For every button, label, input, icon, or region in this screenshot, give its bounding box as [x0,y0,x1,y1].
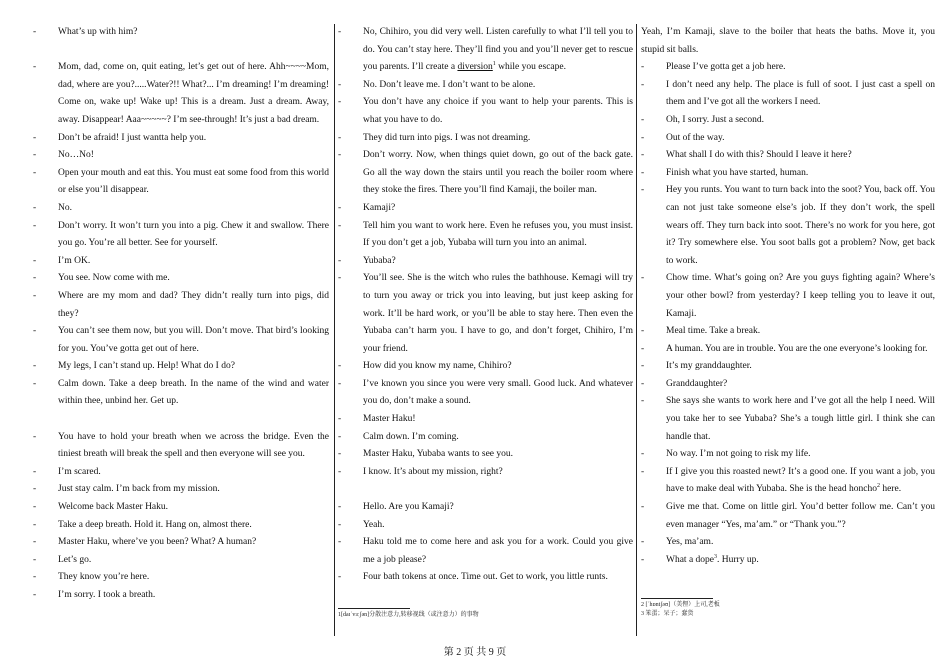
column-divider [636,24,637,636]
dialogue-line: - It’s my granddaughter. [641,358,935,376]
dialogue-line: - Calm down. Take a deep breath. In the name of the wind and water within thee, unbind her. Get up. [33,376,329,411]
dialogue-line: - Four bath tokens at once. Time out. Get to work, you little runts. [338,569,633,587]
dialogue-line: - No. [33,200,329,218]
footnote-area-col2 [338,608,633,620]
dialogue-line: - Haku told me to come here and ask you for a work. Could you give me a job please? [338,534,633,569]
dialogue-line: - My legs, I can’t stand up. Help! What do I do? [33,358,329,376]
dialogue-line: - Don’t worry. Now, when things quiet down, go out of the back gate. Go all the way down the stairs until you reach the boiler room where they stoke the fires. There you’ll find Kamaji, the boiler man. [338,147,633,200]
dialogue-line: - No. Don’t leave me. I don’t want to be alone. [338,77,633,95]
dialogue-line: - Master Haku! [338,411,633,429]
dialogue-line: - They did turn into pigs. I was not dreaming. [338,130,633,148]
dialogue-line: - I’ve known you since you were very small. Good luck. And whatever you do, don’t make a sound. [338,376,633,411]
dialogue-line: - You have to hold your breath when we across the bridge. Even the tiniest breath will break the spell and then everyone will see you. [33,429,329,464]
dialogue-line: - Take a deep breath. Hold it. Hang on, almost there. [33,517,329,535]
dialogue-line: - Don’t be afraid! I just wantta help you. [33,130,329,148]
column-1 [33,24,329,605]
dialogue-line: - Give me that. Come on little girl. You’d better follow me. Can’t you even manager “Yes, ma’am.” or “Thank you.”? [641,499,935,534]
dialogue-line: - Out of the way. [641,130,935,148]
dialogue-line: - I know. It’s about my mission, right? [338,464,633,482]
dialogue-line: - Open your mouth and eat this. You must eat some food from this world or else you’ll disappear. [33,165,329,200]
dialogue-line: - A human. You are in trouble. You are the one everyone’s looking for. [641,341,935,359]
dialogue-line: - Let’s go. [33,552,329,570]
dialogue-line: - Kamaji? [338,200,633,218]
dialogue-line: - Yubaba? [338,253,633,271]
dialogue-line: - She says she wants to work here and I’ve got all the help I need. Will you take her to see Yubaba? She’s a tough little girl. I think she can handle that. [641,393,935,446]
column-2 [338,24,633,587]
dialogue-line: - Master Haku, Yubaba wants to see you. [338,446,633,464]
dialogue-list [641,59,935,464]
dialogue-line: - They know you’re here. [33,569,329,587]
dialogue-continuation: Yeah, I’m Kamaji, slave to the boiler that heats the baths. Move it, you stupid sit balls. [641,27,935,55]
dialogue-line: - You can’t see them now, but you will. Don’t move. That bird’s looking for you. You’ve gotta get out of here. [33,323,329,358]
dialogue-line: - I don’t need any help. The place is full of soot. I just cast a spell on them and I’ve got all the workers I need. [641,77,935,112]
dialogue-line: - I’m OK. [33,253,329,271]
column-3 [641,24,935,569]
dialogue-line: - Please I’ve gotta get a job here. [641,59,935,77]
dialogue-line: - No…No! [33,147,329,165]
footnote-mark: 2 [876,483,880,490]
footnote: 2 [ˈhɒntʃəʊ]（美俚）上司,老板 [641,602,720,608]
dialogue-line: - No, Chihiro, you did very well. Listen carefully to what I’ll tell you to do. You can’t stay here. They’ll find you and you’ll never get to rescue you parents. I’ll create a diversion$^1$ while you escape. [338,24,633,77]
page-number: 第 2 页 共 9 页 [443,647,507,658]
dialogue-line: - Oh, I sorry. Just a second. [641,112,935,130]
dialogue-line: - Granddaughter? [641,376,935,394]
dialogue-line: - Don’t worry. It won’t turn you into a pig. Chew it and swallow. There you go. You’re all better. See for yourself. [33,218,329,253]
dialogue-line: - You see. Now come with me. [33,270,329,288]
footnote-mark: 1 [492,61,496,68]
dialogue-line: - Hey you runts. You want to turn back into the soot? You, back off. You can not just take someone else’s job. If they don’t work, the spell wears off. They turn back into soot. There’s no work for you here, got it? Try somewhere else. You soot balls got a problem? Now, get back to work. [641,182,935,270]
dialogue-line: - Where are my mom and dad? They didn’t really turn into pigs, did they? [33,288,329,323]
dialogue-line: - Yes, ma’am. [641,534,935,552]
dialogue-line: - Hello. Are you Kamaji? [338,499,633,517]
dialogue-line: - Tell him you want to work here. Even he refuses you, you must insist. If you don’t get a job, Yubaba will turn you into an animal. [338,218,633,253]
footnote: 3 笨蛋；呆子；蠢货 [641,611,694,617]
dialogue-line: - I’m sorry. I took a breath. [33,587,329,605]
dialogue-line: - I’m scared. [33,464,329,482]
footnote-rule [641,598,713,599]
dialogue-line: - How did you know my name, Chihiro? [338,358,633,376]
dialogue-line: - What’s up with him? [33,24,329,42]
dialogue-line: - You don’t have any choice if you want to help your parents. This is what you have to do. [338,94,633,129]
dialogue-line: - Chow time. What’s going on? Are you guys fighting again? Where’s your other bowl? from yesterday? I keep telling you to leave it out, Kamaji. [641,270,935,323]
dialogue-line: - What shall I do with this? Should I leave it here? [641,147,935,165]
dialogue-line: - No way. I’m not going to risk my life. [641,446,935,464]
blank-line [338,481,633,499]
dialogue-line: - Yeah. [338,517,633,535]
footnote-rule [338,608,410,609]
dialogue-line: - Calm down. I’m coming. [338,429,633,447]
dialogue-line: - Meal time. Take a break. [641,323,935,341]
dialogue-line: - What a dope$^3$. Hurry up. [641,552,935,570]
dialogue-list [338,77,633,587]
dialogue-line: - Welcome back Master Haku. [33,499,329,517]
footnote-area-col3 [641,598,935,619]
footnote: 1[daɪˈvɜːʃən]分散注意力,转移视线（或注意力）的事物 [338,612,479,618]
dialogue-line: - If I give you this roasted newt? It’s a good one. If you want a job, you have to make deal with Yubaba. She is the head honcho$^2$ here. [641,464,935,499]
dialogue-line: - Mom, dad, come on, quit eating, let’s get out of here. Ahh~~~~Mom, dad, where are you?.....Water?!! What?... I’m dreaming! I’m dreaming! Come on, wake up! Wake up! This is a dream. Just a dream. Away, away. Disappear! Aaa~~~~~? I’m see-through! It’s just a bad dream. [33,59,329,129]
dialogue-line: - Finish what you have started, human. [641,165,935,183]
underlined-word: diversion [457,62,493,73]
blank-line [33,411,329,429]
dialogue-line: - You’ll see. She is the witch who rules the bathhouse. Kemagi will try to turn you away or trick you into leaving, but just keep asking for work. It’ll be hard work, or you’ll be able to stay here. Then even the Yubaba can’t harm you. I have to go, and don’t forget, Chihiro, I’m your friend. [338,270,633,358]
dialogue-line: - Master Haku, where’ve you been? What? A human? [33,534,329,552]
blank-line [33,42,329,60]
column-divider [334,24,335,636]
footnote-mark: 3 [714,553,718,560]
dialogue-list [641,499,935,552]
dialogue-line: - Just stay calm. I’m back from my mission. [33,481,329,499]
